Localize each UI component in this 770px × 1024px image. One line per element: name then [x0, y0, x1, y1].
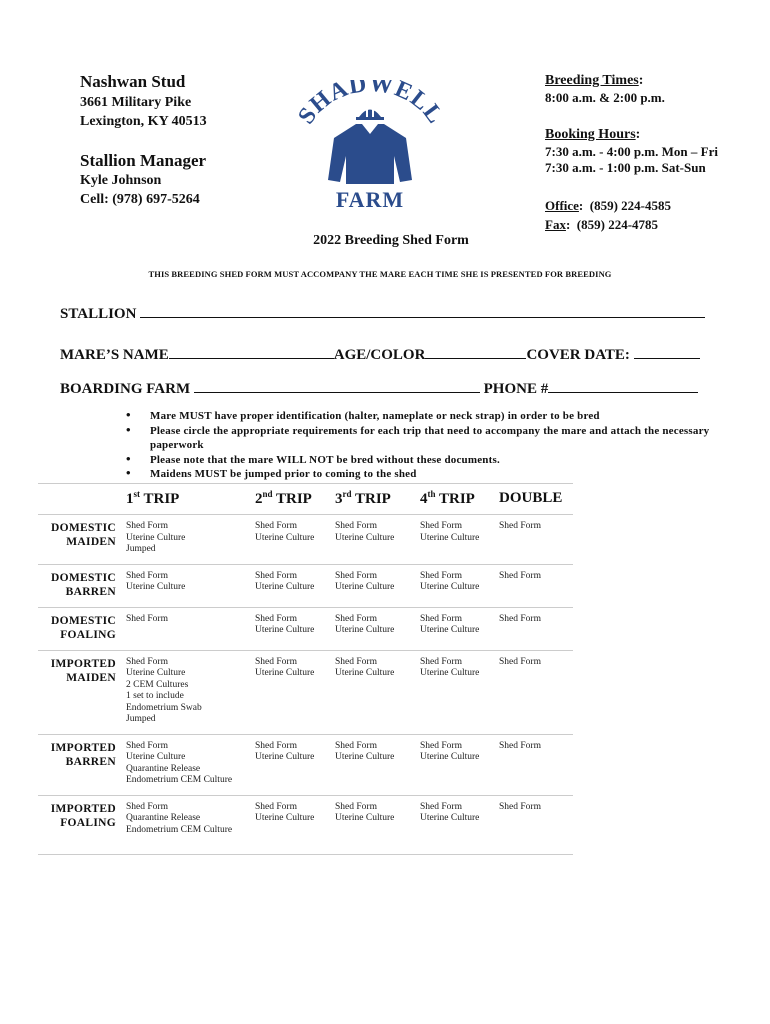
requirement-item[interactable]: 1 set to include [126, 691, 184, 701]
requirement-cell [126, 564, 255, 607]
phone-label: PHONE # [483, 381, 549, 397]
header-trip-2: 2nd TRIP [255, 484, 335, 515]
mare-type-label: IMPORTED [50, 802, 116, 815]
requirement-item[interactable]: Shed Form [420, 521, 462, 531]
requirement-item[interactable]: Shed Form [255, 801, 297, 812]
requirement-item[interactable]: Shed Form [335, 740, 377, 751]
table-row [38, 607, 573, 650]
booking-hours-line-2: 7:30 a.m. - 1:00 p.m. Sat-Sun [545, 160, 706, 175]
requirement-cell [420, 734, 499, 795]
requirement-cell [335, 734, 420, 795]
requirement-item[interactable]: Uterine Culture [335, 582, 395, 592]
row-mare-type [38, 734, 126, 795]
requirement-item[interactable]: Shed Form [335, 613, 377, 624]
booking-hours-label: Booking Hours [545, 127, 636, 142]
requirement-item[interactable]: Shed Form [126, 613, 168, 624]
requirement-item[interactable]: Uterine Culture [420, 668, 480, 678]
boarding-farm-input[interactable] [194, 378, 480, 393]
requirement-cell [255, 564, 335, 607]
requirement-item[interactable]: Uterine Culture [126, 752, 186, 762]
office-value: (859) 224-4585 [589, 198, 672, 213]
mare-type-label: IMPORTED [50, 657, 116, 670]
cover-date-label: COVER DATE: [526, 347, 630, 363]
logo-bottom-text: FARM [335, 187, 405, 212]
table-row [38, 515, 573, 565]
requirement-item[interactable]: Shed Form [126, 521, 168, 531]
age-color-input[interactable] [425, 344, 526, 359]
mare-type-label: DOMESTIC [50, 614, 116, 627]
requirement-item[interactable]: Uterine Culture [420, 625, 480, 635]
requirement-item[interactable]: 2 CEM Cultures [126, 679, 189, 690]
mares-name-input[interactable] [169, 344, 334, 359]
requirement-item[interactable]: Uterine Culture [335, 752, 395, 762]
requirement-cell [335, 515, 420, 565]
requirement-cell [255, 734, 335, 795]
form-title: 2022 Breeding Shed Form [313, 233, 469, 248]
row-mare-type [38, 650, 126, 734]
requirement-item[interactable]: Quarantine Release [126, 813, 201, 823]
requirement-item[interactable]: Shed Form [126, 740, 168, 751]
jockey-silks-logo-icon [290, 80, 450, 215]
boarding-row [60, 378, 698, 398]
booking-hours: Booking Hours: [545, 127, 641, 142]
instruction-item: • Maidens MUST be jumped prior to coming to the shed [126, 467, 721, 482]
fax-phone: Fax: (859) 224-4785 [545, 217, 659, 232]
requirement-cell [126, 607, 255, 650]
requirement-cell [255, 795, 335, 855]
requirement-cell [126, 515, 255, 565]
mare-type-label: DOMESTIC [50, 571, 116, 584]
office-phone: Office: (859) 224-4585 [545, 198, 672, 213]
fax-value: (859) 224-4785 [576, 217, 659, 232]
requirement-item[interactable]: Shed Form [420, 656, 462, 667]
mare-row [60, 344, 700, 364]
row-mare-type [38, 564, 126, 607]
requirement-item[interactable]: Shed Form [255, 613, 297, 624]
mares-name-label: MARE’S NAME [60, 347, 169, 363]
requirement-item[interactable]: Shed Form [499, 613, 541, 624]
stallion-input[interactable] [140, 303, 705, 318]
table-row [38, 795, 573, 855]
address-line-1: 3661 Military Pike [80, 95, 192, 110]
requirement-item[interactable]: Uterine Culture [255, 668, 315, 678]
requirement-item[interactable]: Jumped [126, 544, 156, 554]
requirement-cell [335, 607, 420, 650]
requirement-cell [420, 564, 499, 607]
requirement-item[interactable]: Shed Form [420, 570, 462, 581]
mare-type-label: MAIDEN [66, 671, 116, 684]
requirement-item[interactable]: Uterine Culture [335, 668, 395, 678]
requirement-cell [335, 564, 420, 607]
age-color-label: AGE/COLOR [333, 347, 426, 363]
table-row [38, 650, 573, 734]
stallion-field [60, 303, 705, 323]
requirement-item[interactable]: Shed Form [499, 740, 541, 751]
requirement-item[interactable]: Shed Form [420, 801, 462, 812]
requirement-cell [499, 795, 573, 855]
requirement-cell [255, 607, 335, 650]
requirements-table [38, 483, 573, 855]
requirement-item[interactable]: Shed Form [499, 656, 541, 667]
requirement-cell [126, 734, 255, 795]
requirement-item[interactable]: Uterine Culture [255, 752, 315, 762]
svg-text:SHADWELL [293, 80, 448, 129]
header-trip-4: 4th TRIP [420, 484, 499, 515]
boarding-farm-label: BOARDING FARM [60, 381, 191, 397]
requirement-item[interactable]: Shed Form [499, 801, 541, 812]
mare-type-label: FOALING [60, 816, 116, 829]
address-line-2: Lexington, KY 40513 [80, 114, 207, 129]
requirement-item[interactable]: Uterine Culture [126, 582, 186, 592]
requirement-cell [255, 650, 335, 734]
header-blank [38, 484, 126, 515]
mare-type-label: IMPORTED [50, 741, 116, 754]
requirement-item[interactable]: Shed Form [255, 656, 297, 667]
requirement-item[interactable]: Uterine Culture [255, 625, 315, 635]
requirement-item[interactable]: Shed Form [126, 656, 168, 667]
table-header-row [38, 484, 573, 515]
instruction-item: • Please note that the mare WILL NOT be bred without these documents. [126, 453, 721, 468]
requirement-item[interactable]: Uterine Culture [255, 813, 315, 823]
requirement-item[interactable]: Shed Form [255, 740, 297, 751]
requirement-item[interactable]: Shed Form [335, 521, 377, 531]
requirement-cell [420, 650, 499, 734]
requirement-cell [499, 515, 573, 565]
requirement-item[interactable]: Shed Form [255, 521, 297, 531]
breeding-times-label: Breeding Times [545, 73, 639, 88]
requirement-item[interactable]: Endometrium CEM Culture [126, 824, 233, 835]
requirement-item[interactable]: Shed Form [499, 570, 541, 581]
requirement-item[interactable]: Jumped [126, 714, 156, 724]
header-trip-1: 1st TRIP [126, 484, 255, 515]
header-trip-3: 3rd TRIP [335, 484, 420, 515]
requirement-item[interactable]: Uterine Culture [255, 582, 315, 592]
instruction-item: • Please circle the appropriate requirements for each trip that need to accompany the mare and attach the necessary paperwork [126, 424, 721, 453]
requirement-item[interactable]: Endometrium CEM Culture [126, 775, 233, 785]
requirement-cell [499, 734, 573, 795]
cover-date-input[interactable] [634, 344, 700, 359]
requirement-item[interactable]: Shed Form [335, 801, 377, 812]
requirement-item[interactable]: Uterine Culture [126, 532, 186, 543]
breeding-times: Breeding Times: [545, 73, 644, 88]
office-label: Office [545, 198, 579, 213]
manager-cell: Cell: (978) 697-5264 [80, 192, 200, 207]
table-row [38, 564, 573, 607]
logo-arc-text: SHADWELL [293, 80, 449, 129]
requirement-item[interactable]: Uterine Culture [335, 813, 395, 823]
manager-name: Kyle Johnson [80, 173, 162, 188]
requirement-item[interactable]: Uterine Culture [335, 532, 395, 543]
phone-input[interactable] [548, 378, 698, 393]
table-row [38, 734, 573, 795]
requirement-item[interactable]: Uterine Culture [420, 813, 480, 823]
row-mare-type [38, 795, 126, 855]
requirement-item[interactable]: Endometrium Swab [126, 702, 202, 713]
shadwell-farm-logo [290, 80, 450, 215]
requirement-item[interactable]: Uterine Culture [255, 532, 315, 543]
requirement-item[interactable]: Shed Form [126, 570, 168, 581]
requirement-cell [255, 515, 335, 565]
instructions-list [126, 409, 721, 482]
requirement-cell [420, 795, 499, 855]
requirement-item[interactable]: Shed Form [335, 570, 377, 581]
requirement-cell [499, 607, 573, 650]
requirement-item[interactable]: Uterine Culture [126, 668, 186, 678]
requirement-item[interactable]: Uterine Culture [420, 582, 480, 592]
requirement-item[interactable]: Uterine Culture [420, 532, 480, 543]
requirement-item[interactable]: Uterine Culture [335, 625, 395, 635]
requirement-cell [126, 650, 255, 734]
requirement-item[interactable]: Shed Form [420, 740, 462, 751]
header-double: DOUBLE [499, 484, 573, 515]
requirement-cell [420, 515, 499, 565]
fax-label: Fax [545, 217, 566, 232]
requirement-cell [499, 650, 573, 734]
mare-type-label: BARREN [65, 755, 116, 768]
manager-title: Stallion Manager [80, 151, 207, 170]
requirement-item[interactable]: Uterine Culture [420, 752, 480, 762]
requirement-item[interactable]: Shed Form [499, 521, 541, 531]
mare-type-label: BARREN [65, 585, 116, 598]
farm-name: Nashwan Stud [80, 72, 186, 91]
row-mare-type [38, 607, 126, 650]
instruction-item: • Mare MUST have proper identification (halter, nameplate or neck strap) in order to be bred [126, 409, 721, 424]
requirement-cell [126, 795, 255, 855]
requirement-item[interactable]: Quarantine Release [126, 763, 201, 774]
booking-hours-line-1: 7:30 a.m. - 4:00 p.m. Mon – Fri [545, 144, 718, 159]
mare-type-label: DOMESTIC [50, 522, 116, 534]
requirement-cell [420, 607, 499, 650]
mare-type-label: MAIDEN [66, 536, 116, 548]
stallion-label: STALLION [60, 306, 137, 322]
row-mare-type [38, 515, 126, 565]
breeding-times-value: 8:00 a.m. & 2:00 p.m. [545, 90, 665, 105]
mare-type-label: FOALING [60, 628, 116, 641]
requirement-cell [335, 795, 420, 855]
form-notice: THIS BREEDING SHED FORM MUST ACCOMPANY THE MARE EACH TIME SHE IS PRESENTED FOR BREEDING [148, 269, 612, 279]
requirement-item[interactable]: Shed Form [335, 656, 377, 667]
requirement-item[interactable]: Shed Form [420, 613, 462, 624]
requirement-item[interactable]: Shed Form [255, 570, 297, 581]
requirement-cell [335, 650, 420, 734]
requirement-cell [499, 564, 573, 607]
requirement-item[interactable]: Shed Form [126, 801, 168, 812]
